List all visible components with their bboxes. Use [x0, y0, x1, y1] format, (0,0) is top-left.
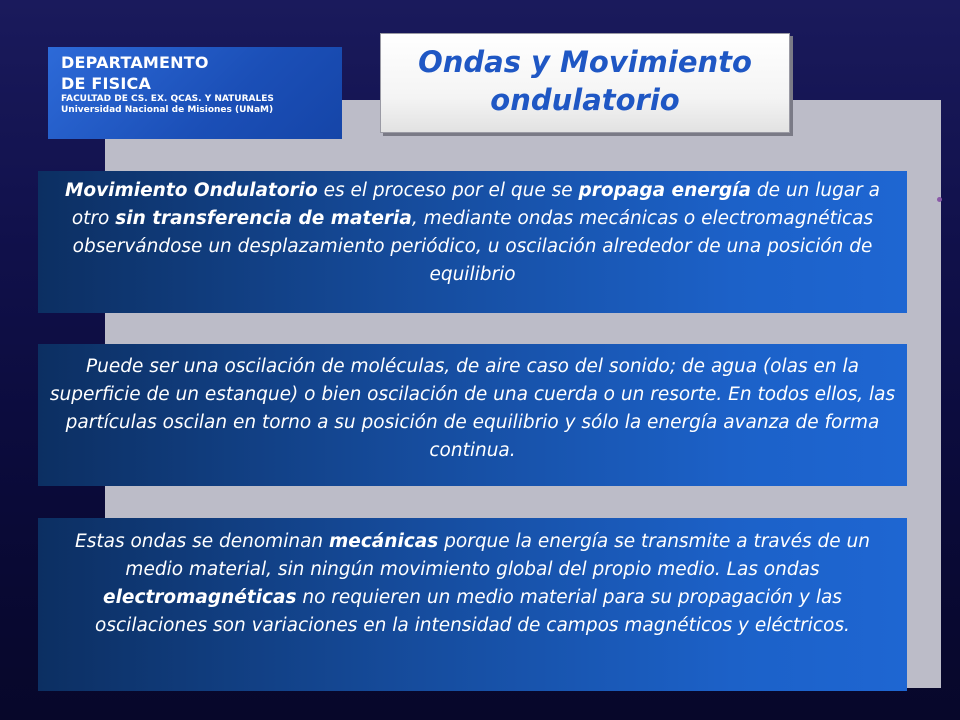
definition-text-1: es el proceso por el que se	[317, 180, 579, 201]
definition-text-2: de un lugar a otro	[71, 180, 880, 229]
definition-highlight-energy: propaga energía	[578, 180, 751, 201]
faculty-name: FACULTAD DE CS. EX. QCAS. Y NATURALES	[61, 94, 274, 104]
decorative-dot	[937, 197, 942, 202]
department-line-1: DEPARTAMENTO	[61, 53, 209, 72]
examples-box	[38, 344, 907, 486]
slide-title	[380, 33, 790, 133]
title-line-2: ondulatorio	[490, 83, 680, 117]
wave-types-box	[38, 518, 907, 691]
definition-text-3: , mediante ondas mecánicas o electromagnéticas observándose un desplazamiento periódico, u oscilación alrededor de una posición de equilibrio	[72, 208, 874, 285]
examples-text: Puede ser una oscilación de moléculas, de aire caso del sonido; de agua (olas en la superficie de un estanque) o bien oscilación de una cuerda o un resorte. En todos ellos, las partículas oscilan en torno a su posición de equilibrio y sólo la energía avanza de forma continua.	[49, 356, 896, 461]
electromagnetic-term: electromagnéticas	[103, 587, 297, 608]
wave-types-text-3: no requieren un medio material para su propagación y las oscilaciones son variaciones en la intensidad de campos magnéticos y eléctricos.	[95, 587, 850, 636]
university-name: Universidad Nacional de Misiones (UNaM)	[61, 105, 274, 115]
department-label	[48, 47, 342, 139]
title-line-1: Ondas y Movimiento	[418, 45, 752, 79]
department-line-2: DE FISICA	[61, 74, 152, 93]
wave-types-text-1: Estas ondas se denominan	[75, 531, 330, 552]
definition-box	[38, 171, 907, 313]
definition-highlight-matter: sin transferencia de materia	[115, 208, 412, 229]
definition-term: Movimiento Ondulatorio	[65, 180, 318, 201]
mechanical-term: mecánicas	[329, 531, 439, 552]
wave-types-text-2: porque la energía se transmite a través de un medio material, sin ningún movimiento global del propio medio. Las ondas	[125, 531, 870, 580]
